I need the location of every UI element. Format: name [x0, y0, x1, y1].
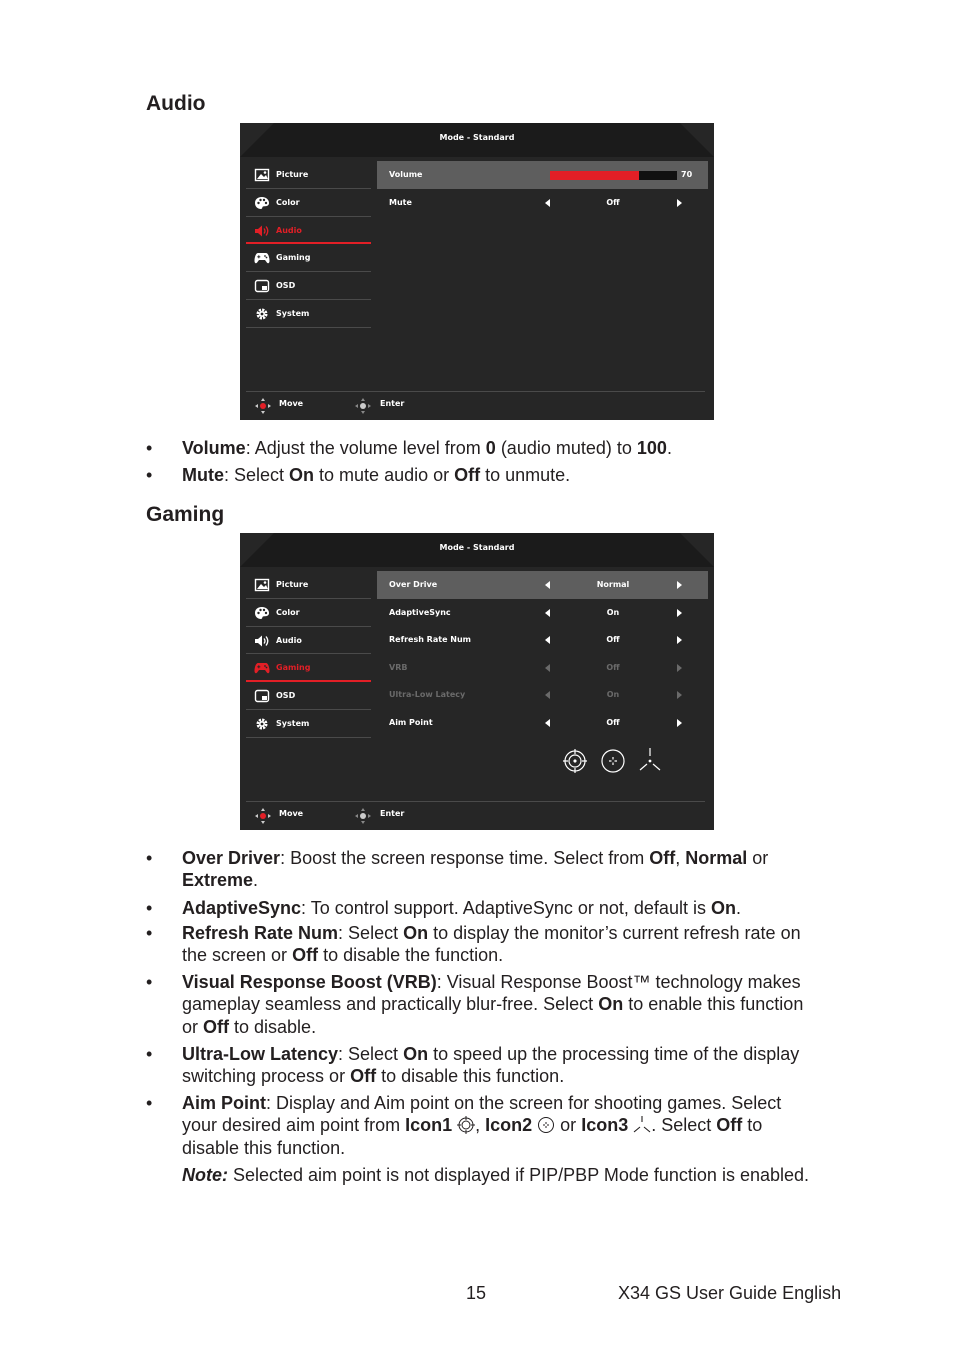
- menu-item-osd[interactable]: [246, 272, 371, 300]
- overdrive-description: Over Driver: Boost the screen response time. Select from Off, Normal or Extreme.: [182, 848, 769, 891]
- arrow-right-icon: [677, 691, 682, 699]
- speaker-icon: [254, 634, 270, 648]
- arrow-left-icon: [545, 664, 550, 672]
- row-label: AdaptiveSync: [389, 607, 451, 617]
- menu-item-label: Picture: [276, 580, 309, 589]
- ultra-low-latency-description: Ultra-Low Latency: Select On to speed up the processing time of the display switching process or Off to disable this function.: [182, 1044, 800, 1087]
- aim-point-3-icon: [633, 1116, 651, 1134]
- vrb-description: Visual Response Boost (VRB): Visual Response Boost™ technology makes gameplay seamless and practically blur-free. Select On to enable this function or Off to disable.: [182, 972, 804, 1037]
- aim-point-row[interactable]: [377, 709, 708, 737]
- mute-description: Mute: Select On to mute audio or Off to unmute.: [182, 465, 571, 485]
- document-title: X34 GS User Guide English: [618, 1283, 842, 1303]
- osd-divider: [246, 801, 705, 802]
- menu-item-audio[interactable]: [246, 627, 371, 655]
- move-hint: Move: [279, 809, 304, 818]
- aim-point-1-icon: [563, 749, 587, 773]
- row-label: Refresh Rate Num: [389, 635, 471, 645]
- menu-item-label: Color: [276, 197, 300, 207]
- row-label: Ultra-Low Latecy: [389, 690, 466, 700]
- gamepad-icon: [254, 251, 270, 265]
- row-value: Off: [606, 717, 620, 727]
- osd-menu: [246, 571, 371, 738]
- arrow-right-icon[interactable]: [677, 581, 682, 589]
- move-hint: Move: [279, 399, 304, 408]
- picture-icon: [254, 578, 270, 592]
- menu-item-system[interactable]: [246, 710, 371, 738]
- menu-item-label: Gaming: [276, 663, 311, 673]
- enter-hint: Enter: [380, 809, 405, 818]
- gaming-heading: Gaming: [146, 503, 225, 526]
- row-value: Off: [606, 662, 620, 672]
- menu-item-label: OSD: [276, 691, 296, 701]
- bullet: •: [146, 898, 153, 918]
- menu-item-label: OSD: [276, 281, 296, 291]
- volume-fill: [550, 171, 639, 180]
- vrb-row: [377, 654, 708, 682]
- gear-icon: [254, 307, 270, 321]
- volume-row[interactable]: [377, 161, 708, 189]
- arrow-left-icon[interactable]: [545, 581, 550, 589]
- osd-settings: [377, 161, 708, 216]
- bullet: •: [146, 1093, 153, 1113]
- osd-title: Mode - Standard: [439, 133, 515, 142]
- row-value: Normal: [596, 580, 630, 589]
- row-value: On: [606, 690, 620, 700]
- bullet: •: [146, 1044, 153, 1064]
- menu-item-osd[interactable]: [246, 682, 371, 710]
- ultra-low-latency-row: [377, 681, 708, 709]
- move-joystick-icon: [253, 397, 273, 415]
- adaptivesync-row[interactable]: [377, 599, 708, 627]
- palette-icon: [254, 606, 270, 620]
- row-label: Over Drive: [389, 580, 438, 589]
- bullet: •: [146, 438, 153, 458]
- refresh-rate-description: Refresh Rate Num: Select On to display the monitor’s current refresh rate on the screen or Off to disable the function.: [182, 923, 801, 966]
- gamepad-icon: [254, 661, 270, 675]
- adaptivesync-description: AdaptiveSync: To control support. AdaptiveSync or not, default is On.: [182, 898, 741, 918]
- menu-item-label: Picture: [276, 170, 309, 179]
- enter-joystick-icon: [353, 807, 373, 825]
- menu-item-gaming[interactable]: [246, 244, 371, 272]
- speaker-icon: [254, 224, 270, 238]
- menu-item-picture[interactable]: [246, 571, 371, 599]
- row-label: VRB: [389, 662, 408, 672]
- enter-hint: Enter: [380, 399, 405, 408]
- arrow-left-icon[interactable]: [545, 609, 550, 617]
- menu-item-label: Audio: [276, 225, 302, 235]
- osd-divider: [246, 391, 705, 392]
- volume-description: Volume: Adjust the volume level from 0 (audio muted) to 100.: [182, 438, 672, 458]
- volume-value: 70: [681, 170, 693, 179]
- gaming-osd-screenshot: [240, 533, 714, 830]
- bullet: •: [146, 972, 153, 992]
- row-value: Off: [606, 635, 620, 645]
- mute-label: Mute: [389, 197, 412, 207]
- menu-item-color[interactable]: [246, 599, 371, 627]
- note: Note: Selected aim point is not displayed if PIP/PBP Mode function is enabled.: [182, 1165, 810, 1185]
- arrow-right-icon: [677, 664, 682, 672]
- menu-item-picture[interactable]: [246, 161, 371, 189]
- menu-item-label: System: [276, 718, 310, 728]
- menu-item-color[interactable]: [246, 189, 371, 217]
- menu-item-label: Audio: [276, 635, 302, 645]
- arrow-right-icon[interactable]: [677, 719, 682, 727]
- arrow-left-icon[interactable]: [545, 636, 550, 644]
- mute-row[interactable]: [377, 189, 708, 217]
- arrow-left-icon[interactable]: [545, 199, 550, 207]
- bullet: •: [146, 848, 153, 868]
- row-label: Aim Point: [389, 717, 433, 727]
- audio-heading: Audio: [146, 92, 206, 115]
- osd-title: Mode - Standard: [439, 543, 515, 552]
- volume-slider[interactable]: [550, 171, 677, 180]
- osd-menu: [246, 161, 371, 328]
- osd-icon: [254, 279, 270, 293]
- osd-settings: [377, 571, 708, 737]
- picture-icon: [254, 168, 270, 182]
- palette-icon: [254, 196, 270, 210]
- bullet: •: [146, 465, 153, 485]
- page-number: 15: [466, 1283, 487, 1303]
- aim-point-1-icon: [457, 1116, 475, 1134]
- gear-icon: [254, 717, 270, 731]
- osd-icon: [254, 689, 270, 703]
- menu-item-label: System: [276, 308, 310, 318]
- bullet: •: [146, 923, 153, 943]
- menu-item-gaming[interactable]: [246, 654, 371, 682]
- aim-point-2-icon: [537, 1116, 555, 1134]
- arrow-right-icon[interactable]: [677, 609, 682, 617]
- move-joystick-icon: [253, 807, 273, 825]
- menu-item-system[interactable]: [246, 300, 371, 328]
- mute-value: Off: [606, 197, 620, 207]
- arrow-left-icon[interactable]: [545, 719, 550, 727]
- arrow-left-icon: [545, 691, 550, 699]
- aim-point-description: Aim Point: Display and Aim point on the screen for shooting games. Select your desired aim point from Icon1 , Icon2 or Icon3 . Select Off to disable this function.: [182, 1093, 782, 1158]
- arrow-right-icon[interactable]: [677, 199, 682, 207]
- audio-osd-screenshot: [240, 123, 714, 420]
- menu-item-label: Color: [276, 607, 300, 617]
- aim-point-options: [562, 747, 662, 775]
- refresh-rate-num-row[interactable]: [377, 626, 708, 654]
- volume-label: Volume: [389, 170, 423, 179]
- aim-point-2-icon: [602, 750, 624, 772]
- aim-point-3-icon: [640, 748, 660, 770]
- row-value: On: [606, 607, 620, 617]
- arrow-right-icon[interactable]: [677, 636, 682, 644]
- enter-joystick-icon: [353, 397, 373, 415]
- overdrive-row[interactable]: [377, 571, 708, 599]
- menu-item-label: Gaming: [276, 253, 311, 263]
- menu-item-audio[interactable]: [246, 217, 371, 245]
